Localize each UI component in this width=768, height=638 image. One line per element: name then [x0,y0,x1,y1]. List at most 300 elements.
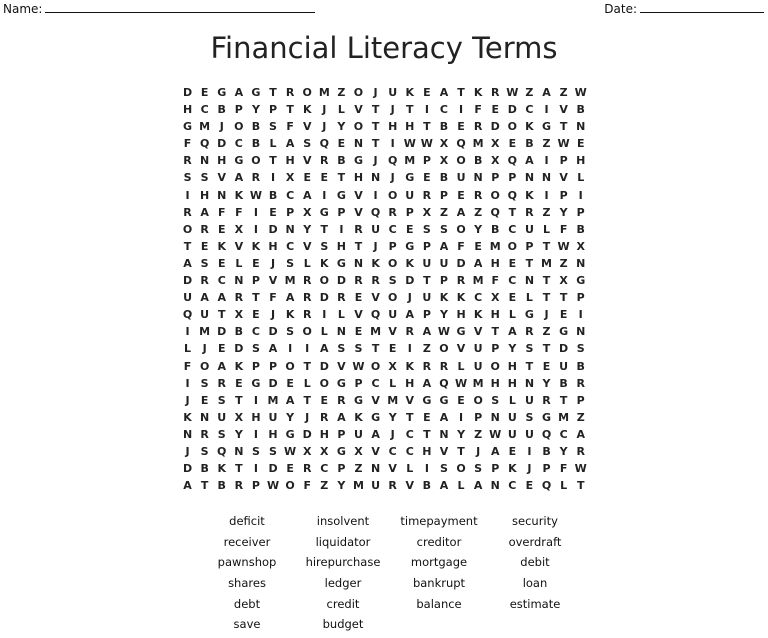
grid-letter: C [474,291,483,305]
grid-letter: S [337,342,346,356]
grid-letter: N [234,274,244,288]
grid-letter: N [524,376,535,390]
grid-letter: C [217,274,226,288]
grid-letter: D [302,427,312,441]
word-list-item: save [233,617,261,632]
grid-letter: O [302,86,312,99]
grid-letter: C [286,239,295,253]
grid-letter: V [354,188,363,202]
grid-letter: D [268,376,278,390]
grid-letter: T [576,479,585,493]
grid-letter: W [403,137,416,151]
grid-letter: Q [439,376,449,390]
grid-letter: I [185,325,190,339]
grid-letter: W [506,86,519,99]
grid-letter: V [439,444,449,458]
grid-letter: E [474,239,482,253]
grid-letter: N [234,444,244,458]
grid-letter: O [387,291,398,305]
grid-letter: O [285,359,295,373]
grid-row [179,204,589,221]
grid-letter: X [302,205,312,219]
grid-letter: R [422,359,432,373]
grid-letter: S [439,222,448,236]
grid-letter: K [473,308,483,322]
word-list-item: receiver [223,534,271,549]
grid-letter: G [422,393,432,407]
grid-letter: B [576,103,585,117]
grid-letter: N [576,256,586,270]
grid-letter: T [183,239,192,253]
grid-letter: S [183,171,192,185]
grid-letter: J [185,444,190,458]
grid-letter: A [285,137,295,151]
grid-letter: P [439,274,448,288]
grid-letter: T [542,291,551,305]
word-search-grid [179,84,589,494]
grid-letter: T [525,256,534,270]
grid-letter: U [371,479,381,493]
grid-letter: L [389,376,397,390]
grid-letter: H [490,376,500,390]
grid-letter: O [439,342,449,356]
grid-letter: S [576,342,585,356]
grid-letter: P [559,188,568,202]
grid-letter: G [353,154,363,168]
grid-letter: R [439,359,449,373]
grid-letter: T [200,479,209,493]
grid-letter: H [268,427,278,441]
grid-letter: P [337,427,346,441]
grid-letter: L [577,171,585,185]
grid-letter: W [420,137,433,151]
grid-letter: T [559,120,568,134]
grid-letter: E [457,393,465,407]
grid-letter: Z [474,205,483,219]
grid-letter: O [456,222,466,236]
grid-letter: Y [457,427,466,441]
grid-letter: V [302,239,312,253]
grid-letter: A [234,171,244,185]
grid-letter: T [371,103,380,117]
grid-letter: V [388,462,397,476]
grid-letter: P [491,342,500,356]
grid-letter: V [388,325,397,339]
grid-letter: E [508,291,517,305]
grid-letter: A [183,479,192,493]
grid-letter: G [576,274,586,288]
grid-letter: N [200,410,210,424]
grid-letter: K [456,291,466,305]
grid-letter: P [559,154,568,168]
grid-letter: P [422,239,431,253]
grid-letter: P [525,239,534,253]
grid-letter: T [406,410,414,424]
grid-letter: X [234,410,244,424]
grid-letter: R [405,325,414,339]
grid-letter: K [302,103,312,117]
grid-letter: W [352,359,365,373]
grid-letter: B [422,479,432,493]
grid-letter: T [457,86,465,99]
grid-letter: R [337,291,346,305]
grid-letter: I [253,462,258,476]
grid-letter: N [541,171,552,185]
grid-letter: C [439,103,448,117]
grid-letter: T [371,120,380,134]
grid-letter: U [524,222,534,236]
grid-letter: N [439,427,449,441]
grid-letter: V [456,342,466,356]
grid-letter: I [424,462,429,476]
word-list-item: debt [233,596,261,611]
word-list-item: budget [322,617,364,632]
grid-letter: Q [507,154,517,168]
grid-letter: C [508,274,517,288]
grid-letter: A [405,308,415,322]
grid-letter: U [422,291,432,305]
grid-letter: E [200,393,209,407]
grid-letter: K [234,188,244,202]
grid-letter: V [302,154,312,168]
grid-letter: D [234,342,244,356]
grid-letter: D [268,462,278,476]
grid-letter: M [558,410,570,424]
grid-letter: U [456,171,466,185]
grid-row [179,443,589,460]
grid-letter: Y [337,120,346,134]
grid-letter: E [491,103,499,117]
grid-letter: V [371,444,380,458]
grid-letter: R [302,291,312,305]
grid-letter: J [185,393,190,407]
grid-letter: A [422,325,432,339]
grid-letter: E [269,205,277,219]
grid-letter: P [286,205,295,219]
grid-letter: E [217,342,226,356]
grid-letter: R [337,393,346,407]
grid-letter: G [319,205,329,219]
grid-letter: F [303,479,311,493]
grid-letter: G [234,154,244,168]
grid-letter: Q [199,137,210,151]
grid-letter: R [388,205,397,219]
grid-letter: P [576,205,585,219]
grid-letter: O [387,256,398,270]
grid-letter: D [182,274,193,288]
grid-letter: N [370,462,381,476]
grid-letter: C [388,444,397,458]
grid-row [179,169,589,186]
grid-letter: S [251,342,260,356]
grid-letter: R [473,120,483,134]
grid-letter: I [288,342,293,356]
grid-letter: P [388,239,397,253]
grid-letter: Z [542,137,551,151]
grid-letter: S [320,239,329,253]
grid-letter: B [200,462,209,476]
grid-letter: O [507,120,517,134]
grid-letter: A [200,205,209,219]
grid-letter: P [251,274,260,288]
grid-letter: R [217,376,226,390]
grid-letter: S [269,120,277,134]
grid-letter: B [251,137,261,151]
grid-letter: U [473,359,483,373]
grid-letter: E [354,291,363,305]
grid-row [179,255,589,272]
grid-letter: R [388,479,397,493]
grid-letter: I [322,188,327,202]
grid-letter: M [472,274,484,288]
grid-letter: H [200,188,210,202]
grid-letter: G [405,171,415,185]
grid-letter: A [320,342,329,356]
grid-letter: F [491,274,499,288]
grid-letter: C [388,222,397,236]
grid-letter: U [217,410,227,424]
grid-letter: R [302,274,312,288]
grid-letter: I [185,376,190,390]
grid-letter: K [405,359,415,373]
grid-letter: O [370,359,381,373]
grid-letter: R [200,427,209,441]
grid-letter: U [422,256,432,270]
grid-letter: I [407,342,412,356]
grid-letter: N [524,171,535,185]
grid-letter: I [270,171,276,185]
grid-letter: B [234,325,244,339]
grid-letter: E [406,222,414,236]
grid-letter: G [542,410,552,424]
grid-letter: G [405,239,415,253]
grid-letter: D [268,222,278,236]
grid-letter: J [305,410,310,424]
grid-letter: S [251,444,260,458]
grid-letter: A [217,291,226,305]
grid-letter: J [373,154,378,168]
grid-letter: W [574,462,587,476]
grid-letter: Y [337,479,346,493]
name-label: Name: [3,2,43,16]
grid-letter: R [525,205,534,219]
word-list-item: overdraft [508,534,562,549]
grid-letter: T [303,359,311,373]
grid-letter: L [457,479,465,493]
grid-letter: P [354,376,363,390]
grid-letter: A [337,410,346,424]
grid-letter: E [217,256,226,270]
word-list-item: pawnshop [217,555,277,570]
grid-letter: A [371,427,380,441]
grid-letter: T [559,393,568,407]
grid-letter: X [576,239,585,253]
word-list [195,514,579,638]
grid-letter: L [337,308,345,322]
grid-letter: T [269,86,277,99]
grid-letter: U [439,256,449,270]
grid-letter: U [559,359,569,373]
grid-letter: E [200,239,209,253]
grid-letter: X [439,137,449,151]
grid-letter: H [576,154,586,168]
grid-letter: N [217,188,227,202]
grid-letter: J [270,308,276,322]
grid-letter: T [525,359,534,373]
grid-letter: R [183,154,192,168]
grid-letter: S [422,222,431,236]
grid-letter: I [459,103,464,117]
grid-letter: R [200,274,209,288]
grid-letter: C [286,188,295,202]
grid-letter: S [200,444,209,458]
grid-letter: L [543,222,551,236]
grid-letter: A [285,393,295,407]
grid-letter: T [320,222,329,236]
grid-letter: K [354,410,363,424]
grid-letter: K [320,256,329,270]
grid-row [179,323,589,340]
grid-letter: W [557,137,570,151]
grid-letter: C [405,444,414,458]
grid-letter: J [322,103,327,117]
grid-letter: K [405,86,415,99]
grid-letter: Q [507,188,517,202]
grid-letter: V [234,239,244,253]
grid-letter: E [354,325,363,339]
grid-letter: H [490,256,500,270]
grid-letter: V [354,103,363,117]
grid-row [179,135,589,152]
grid-letter: M [370,325,382,339]
grid-letter: T [269,154,277,168]
grid-letter: R [542,393,551,407]
grid-letter: V [354,308,363,322]
grid-letter: E [457,188,465,202]
grid-letter: B [576,359,585,373]
grid-letter: M [199,325,211,339]
grid-letter: O [507,239,517,253]
grid-letter: C [320,462,329,476]
grid-letter: U [268,410,278,424]
grid-letter: L [184,342,192,356]
grid-letter: O [234,120,244,134]
grid-letter: H [251,410,261,424]
grid-letter: C [251,325,260,339]
grid-letter: S [474,462,483,476]
word-list-item: estimate [509,596,561,611]
grid-letter: T [423,274,431,288]
grid-row [179,84,589,101]
grid-letter: D [319,359,329,373]
grid-letter: M [199,120,211,134]
grid-letter: C [508,222,517,236]
grid-letter: N [353,137,364,151]
grid-letter: N [490,410,500,424]
grid-letter: S [525,410,534,424]
grid-letter: T [217,308,226,322]
grid-letter: E [217,222,226,236]
grid-letter: L [303,376,311,390]
grid-letter: E [388,342,397,356]
grid-letter: E [423,86,431,99]
grid-letter: Z [559,86,568,99]
grid-letter: M [353,479,364,493]
grid-letter: Q [387,154,398,168]
grid-letter: A [422,376,432,390]
grid-letter: I [253,222,258,236]
grid-letter: Z [422,342,431,356]
grid-letter: L [560,479,568,493]
grid-letter: K [439,291,449,305]
grid-letter: O [319,274,329,288]
grid-row [179,340,589,357]
grid-letter: J [476,444,481,458]
grid-letter: K [285,308,295,322]
word-list-item: ledger [324,576,362,591]
grid-letter: E [508,444,517,458]
page-title: Financial Literacy Terms [210,31,558,65]
grid-letter: C [405,427,414,441]
grid-letter: K [525,120,534,134]
grid-letter: X [559,274,568,288]
grid-letter: D [405,274,415,288]
grid-letter: X [439,154,449,168]
grid-letter: A [576,427,585,441]
grid-letter: P [491,171,500,185]
grid-letter: N [490,479,500,493]
grid-letter: Z [542,325,551,339]
grid-letter: O [302,325,312,339]
grid-letter: R [251,171,261,185]
grid-letter: X [285,171,295,185]
grid-letter: U [200,308,210,322]
grid-letter: R [234,291,244,305]
grid-letter: J [544,308,549,322]
grid-letter: D [559,342,569,356]
grid-letter: C [525,103,534,117]
grid-letter: K [405,256,415,270]
grid-letter: I [390,137,395,151]
grid-letter: O [182,222,193,236]
grid-letter: O [199,359,210,373]
grid-letter: D [268,325,278,339]
grid-letter: K [234,359,244,373]
grid-letter: M [284,274,296,288]
grid-letter: F [559,222,568,236]
grid-letter: U [183,291,193,305]
grid-letter: A [473,479,483,493]
grid-letter: K [371,256,380,270]
grid-letter: A [285,291,295,305]
grid-letter: H [388,120,398,134]
grid-letter: G [524,308,534,322]
grid-letter: R [456,274,466,288]
grid-letter: Z [559,256,568,270]
grid-letter: B [559,376,568,390]
grid-letter: Y [559,205,568,219]
grid-letter: W [266,479,280,493]
grid-letter: N [336,325,346,339]
grid-letter: G [183,120,193,134]
grid-letter: Z [320,479,329,493]
grid-letter: H [217,154,227,168]
grid-letter: A [234,86,244,99]
grid-letter: Z [576,410,585,424]
grid-letter: B [576,222,585,236]
grid-letter: Q [370,308,381,322]
word-list-item: mortgage [410,555,468,570]
